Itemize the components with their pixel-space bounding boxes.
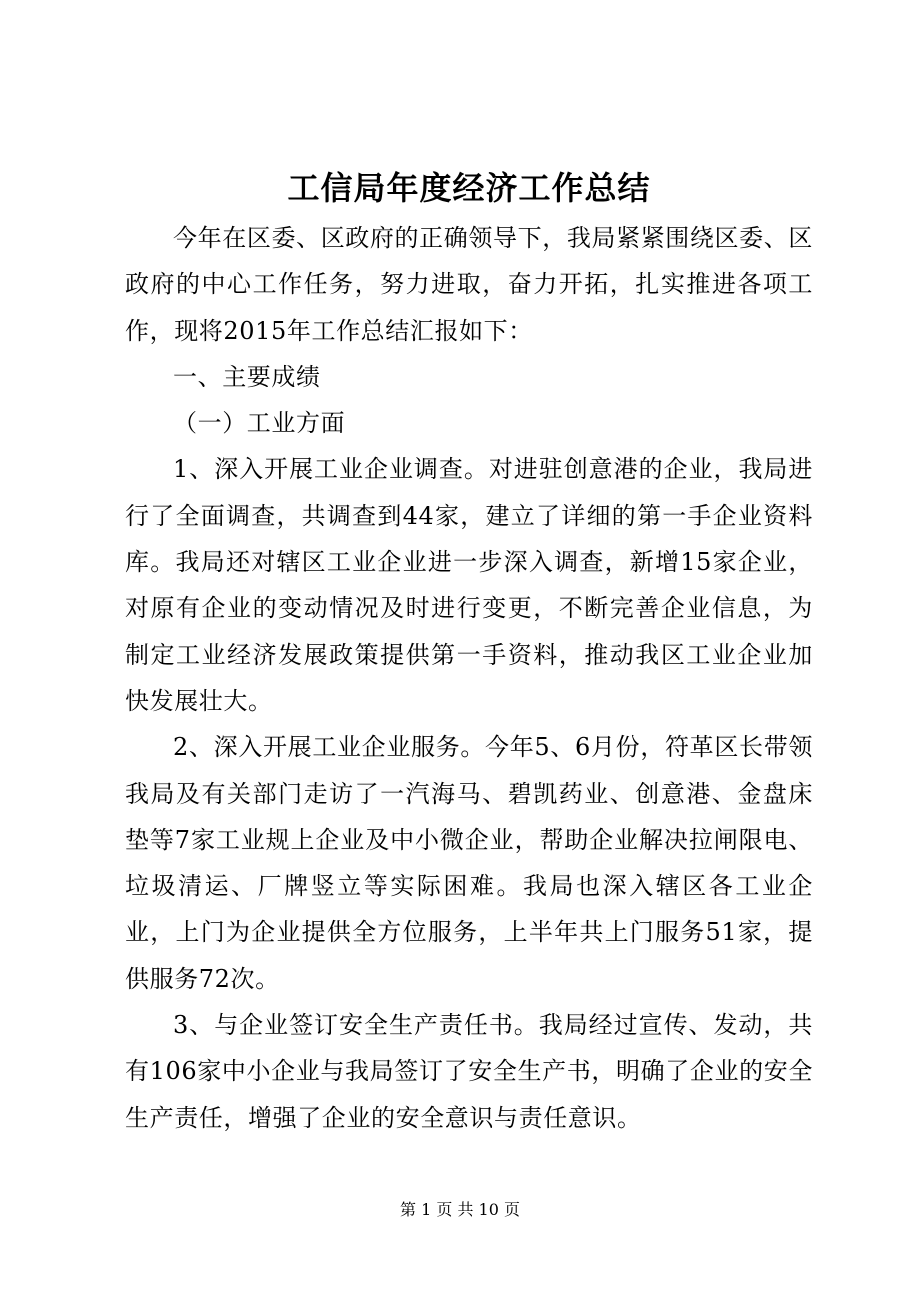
page-number-footer: 第 1 页 共 10 页 xyxy=(400,1200,520,1219)
heading-main-achievements: 一、主要成绩 xyxy=(173,362,321,391)
document-body xyxy=(125,215,813,1141)
document-content xyxy=(125,163,813,1141)
paragraph-item-3: 3、与企业签订安全生产责任书。我局经过宣传、发动，共有106家中小企业与我局签订了安全生产书，明确了企业的安全生产责任，增强了企业的安全意识与责任意识。 xyxy=(125,1011,813,1132)
paragraph-intro: 今年在区委、区政府的正确领导下，我局紧紧围绕区委、区政府的中心工作任务，努力进取，奋力开拓，扎实推进各项工作，现将2015年工作总结汇报如下： xyxy=(125,224,813,345)
paragraph-item-2: 2、深入开展工业企业服务。今年5、6月份，符革区长带领我局及有关部门走访了一汽海马、碧凯药业、创意港、金盘床垫等7家工业规上企业及中小微企业，帮助企业解决拉闸限电、垃圾清运、厂牌竖立等实际困难。我局也深入辖区各工业企业，上门为企业提供全方位服务，上半年共上门服务51家，提供服务72次。 xyxy=(125,733,813,993)
document-title: 工信局年度经济工作总结 xyxy=(287,169,651,207)
heading-industry: （一）工业方面 xyxy=(173,409,346,438)
paragraph-item-1: 1、深入开展工业企业调查。对进驻创意港的企业，我局进行了全面调查，共调查到44家，建立了详细的第一手企业资料库。我局还对辖区工业企业进一步深入调查，新增15家企业，对原有企业的变动情况及时进行变更，不断完善企业信息，为制定工业经济发展政策提供第一手资料，推动我区工业企业加快发展壮大。 xyxy=(125,455,813,715)
